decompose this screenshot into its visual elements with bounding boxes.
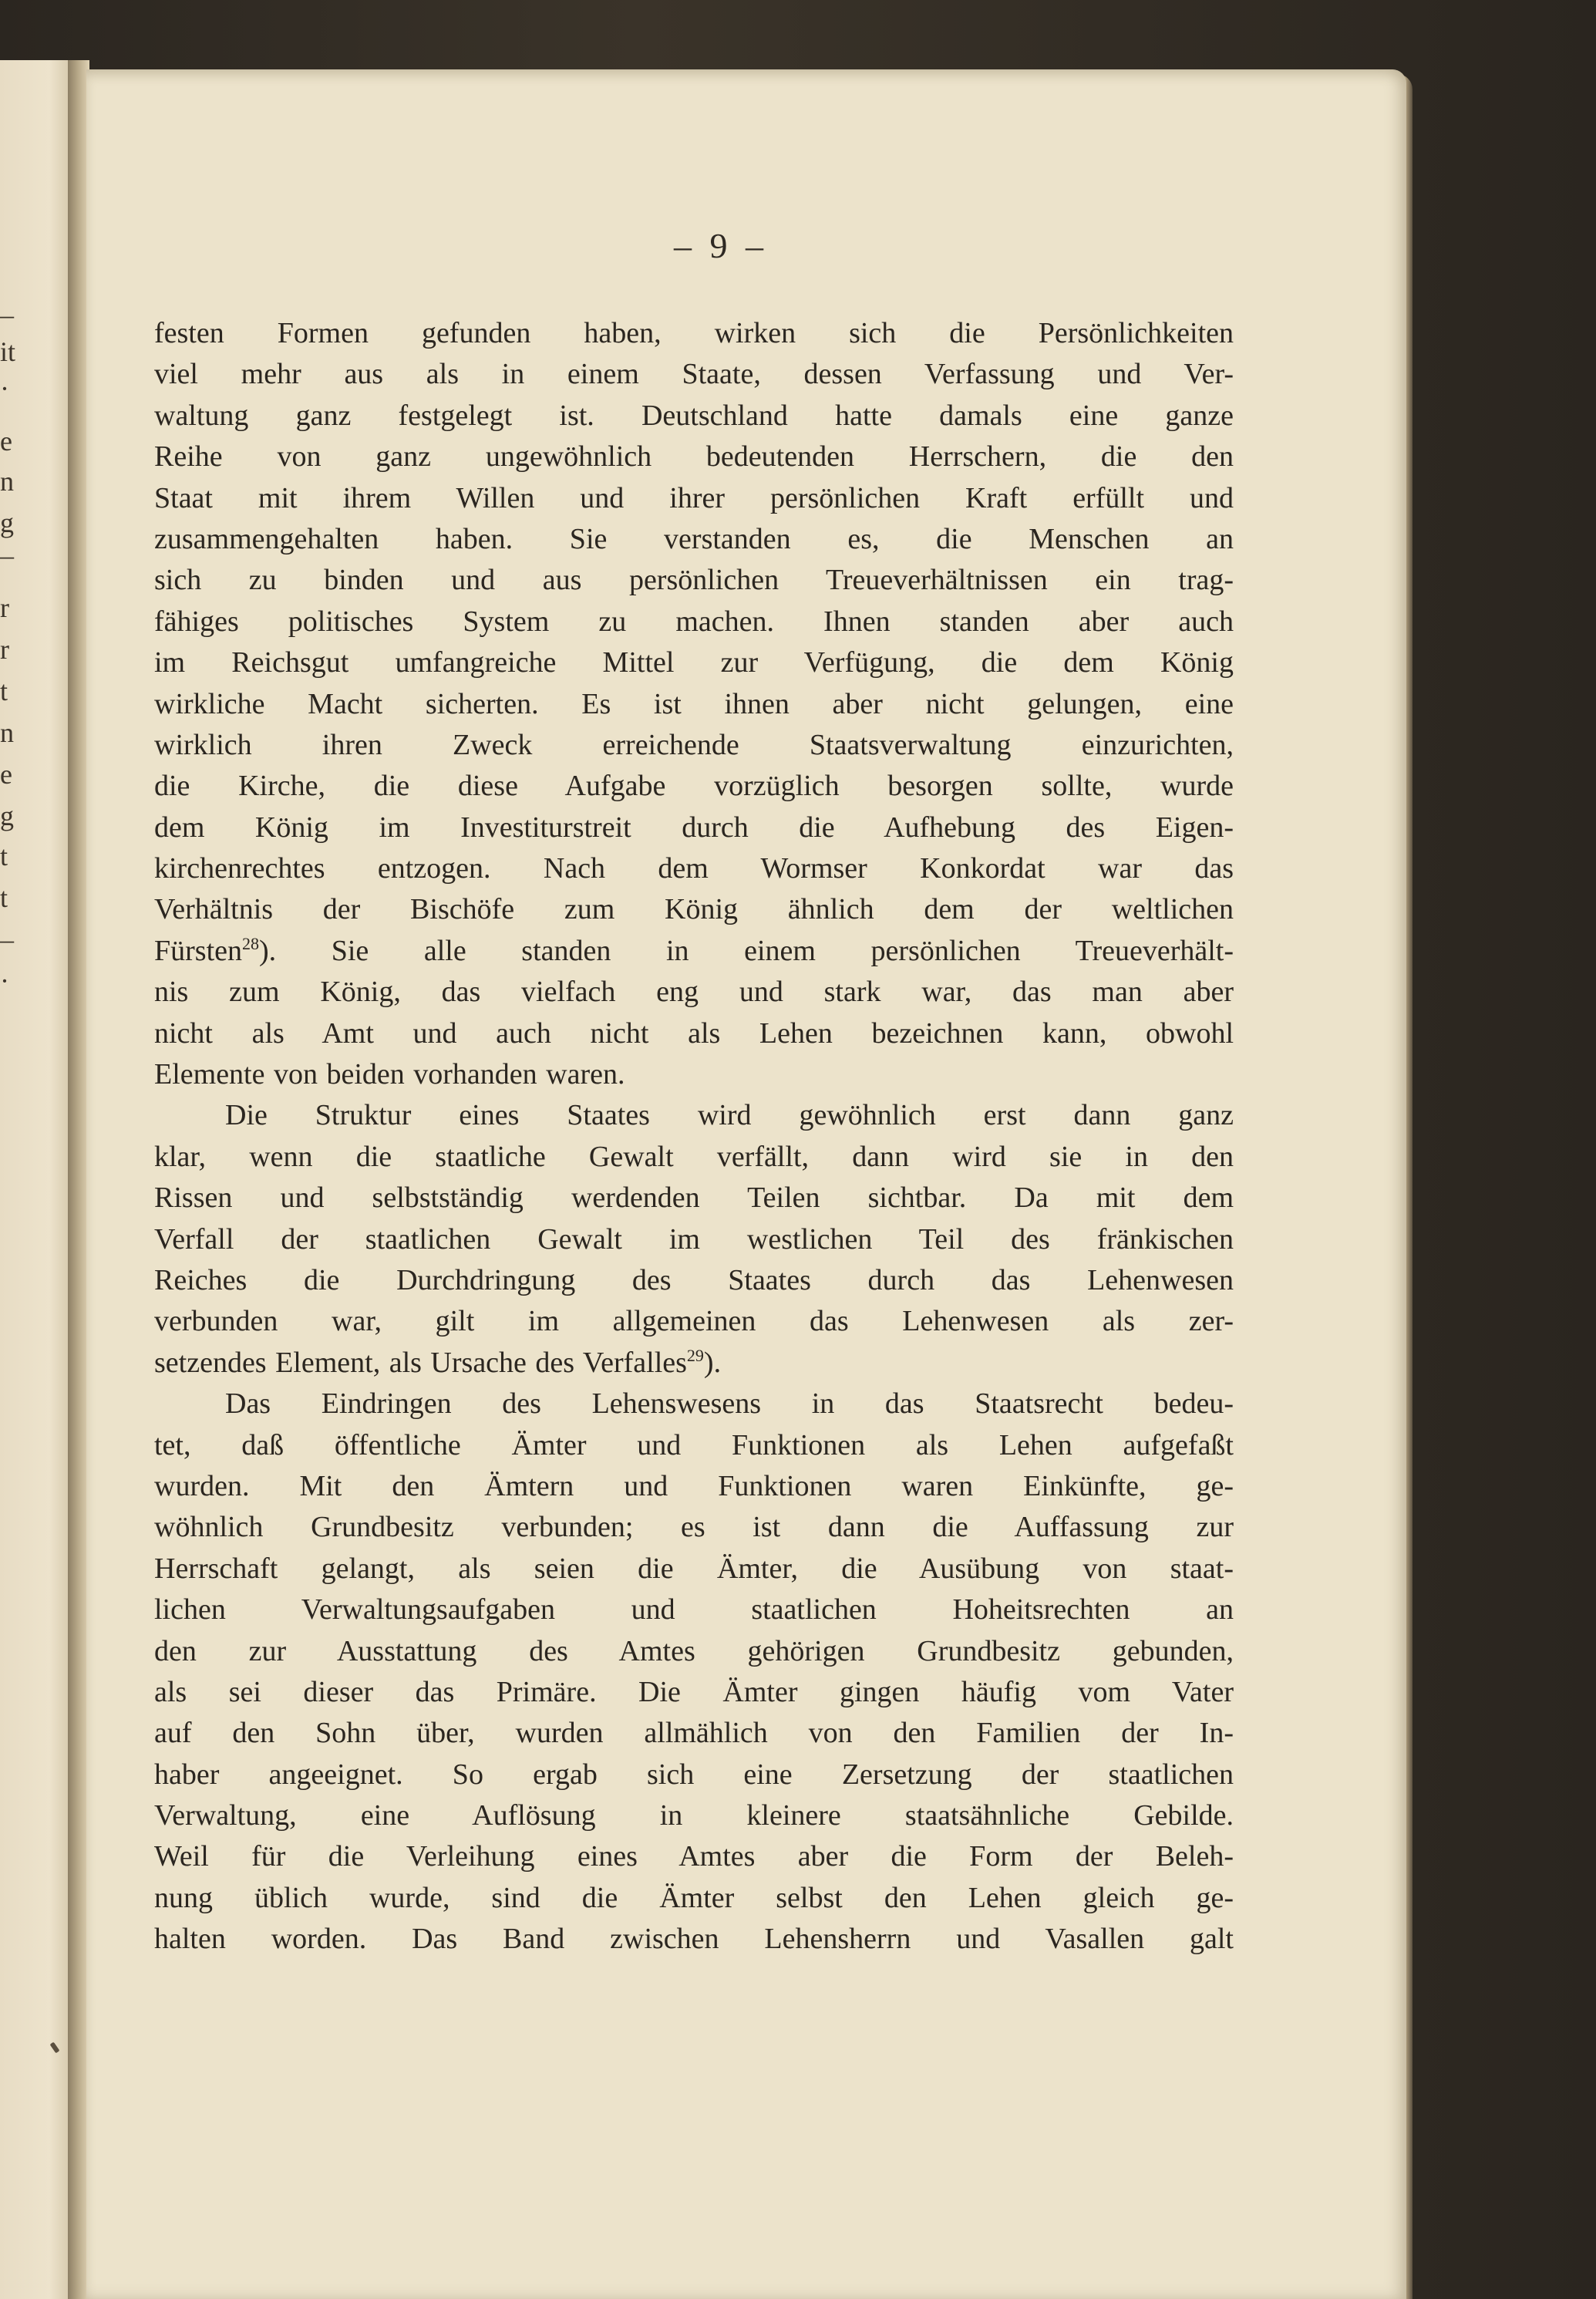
text-line: die Kirche, die diese Aufgabe vorzüglich besorgen sollte, wurde bbox=[154, 770, 1234, 803]
text-line: sich zu binden und aus persönlichen Treueverhältnissen ein trag- bbox=[154, 564, 1234, 597]
text-line: den zur Ausstattung des Amtes gehörigen Grundbesitz gebunden, bbox=[154, 1634, 1234, 1667]
text-line: fähiges politisches System zu machen. Ihnen standen aber auch bbox=[154, 605, 1234, 638]
margin-fragment: r bbox=[0, 634, 9, 665]
text-line: zusammengehalten haben. Sie verstanden es, die Menschen an bbox=[154, 522, 1234, 555]
text-line: Verhältnis der Bischöfe zum König ähnlich dem der weltlichen bbox=[154, 893, 1234, 926]
text-line: als sei dieser das Primäre. Die Ämter gingen häufig vom Vater bbox=[154, 1675, 1234, 1708]
margin-fragment: t bbox=[0, 882, 8, 913]
text-line: Reiches die Durchdringung des Staates durch das Lehenwesen bbox=[154, 1263, 1234, 1296]
text-line: Rissen und selbstständig werdenden Teilen sichtbar. Da mit dem bbox=[154, 1182, 1234, 1215]
line-text: Fürsten bbox=[154, 934, 242, 967]
text-line: nung üblich wurde, sind die Ämter selbst den Lehen gleich ge- bbox=[154, 1881, 1234, 1914]
text-line: auf den Sohn über, wurden allmählich von den Familien der In- bbox=[154, 1717, 1234, 1750]
text-line: viel mehr aus als in einem Staate, dessen Verfassung und Ver- bbox=[154, 358, 1234, 391]
margin-fragment: g bbox=[0, 507, 14, 538]
line-text: setzendes Element, als Ursache des Verfalles bbox=[154, 1346, 687, 1379]
text-line: verbunden war, gilt im allgemeinen das Lehenwesen als zer- bbox=[154, 1305, 1234, 1338]
line-text: ). bbox=[703, 1346, 722, 1379]
margin-fragment: · bbox=[0, 373, 9, 404]
margin-fragment: t bbox=[0, 841, 8, 871]
text-line: lichen Verwaltungsaufgaben und staatlichen Hoheitsrechten an bbox=[154, 1593, 1234, 1626]
text-line: Staat mit ihrem Willen und ihrer persönlichen Kraft erfüllt und bbox=[154, 481, 1234, 514]
line-text: ). Sie alle standen in einem persönlichen Treueverhält- bbox=[259, 934, 1234, 967]
book-page bbox=[86, 69, 1406, 2299]
text-line: halten worden. Das Band zwischen Lehensherrn und Vasallen galt bbox=[154, 1923, 1234, 1956]
text-line: Weil für die Verleihung eines Amtes aber die Form der Beleh- bbox=[154, 1840, 1234, 1873]
text-line-with-footnote bbox=[154, 1343, 1234, 1384]
text-line: Herrschaft gelangt, als seien die Ämter, die Ausübung von staat- bbox=[154, 1552, 1234, 1585]
text-line: festen Formen gefunden haben, wirken sich die Persönlichkeiten bbox=[154, 317, 1234, 349]
text-line: Verwaltung, eine Auflösung in kleinere staatsähnliche Gebilde. bbox=[154, 1799, 1234, 1832]
margin-fragment: it bbox=[0, 336, 16, 367]
text-line: Verfall der staatlichen Gewalt im westlichen Teil des fränkischen bbox=[154, 1222, 1234, 1256]
page-number: – 9 – bbox=[674, 226, 768, 265]
text-line: im Reichsgut umfangreiche Mittel zur Verfügung, die dem König bbox=[154, 646, 1234, 679]
text-line: Elemente von beiden vorhanden waren. bbox=[154, 1058, 625, 1091]
margin-fragment: r bbox=[0, 592, 9, 623]
body-text bbox=[154, 313, 1234, 1960]
text-line: wurden. Mit den Ämtern und Funktionen waren Einkünfte, ge- bbox=[154, 1469, 1234, 1502]
margin-fragment: · bbox=[0, 966, 9, 996]
text-line: Das Eindringen des Lehenswesens in das Staatsrecht bedeu- bbox=[225, 1387, 1234, 1421]
margin-fragment: e bbox=[0, 759, 12, 790]
text-line: waltung ganz festgelegt ist. Deutschland hatte damals eine ganze bbox=[154, 399, 1234, 432]
text-line: wirklich ihren Zweck erreichende Staatsverwaltung einzurichten, bbox=[154, 728, 1234, 761]
footnote-ref-29[interactable]: 29 bbox=[686, 1345, 704, 1365]
margin-fragment: e bbox=[0, 426, 12, 457]
text-line: dem König im Investiturstreit durch die Aufhebung des Eigen- bbox=[154, 811, 1234, 844]
text-line: klar, wenn die staatliche Gewalt verfällt, dann wird sie in den bbox=[154, 1140, 1234, 1173]
margin-fragment: n bbox=[0, 466, 14, 497]
text-line: wöhnlich Grundbesitz verbunden; es ist dann die Auffassung zur bbox=[154, 1511, 1234, 1544]
margin-fragment: n bbox=[0, 717, 14, 748]
text-line: kirchenrechtes entzogen. Nach dem Wormser Konkordat war das bbox=[154, 852, 1234, 885]
text-line: nis zum König, das vielfach eng und stark war, das man aber bbox=[154, 976, 1234, 1009]
text-line: haber angeeignet. So ergab sich eine Zersetzung der staatlichen bbox=[154, 1758, 1234, 1791]
text-line: nicht als Amt und auch nicht als Lehen bezeichnen kann, obwohl bbox=[154, 1016, 1234, 1050]
text-line: Reihe von ganz ungewöhnlich bedeutenden Herrschern, die den bbox=[154, 440, 1234, 474]
previous-page-edge bbox=[0, 60, 71, 2299]
text-line: tet, daß öffentliche Ämter und Funktionen als Lehen aufgefaßt bbox=[154, 1428, 1234, 1461]
margin-fragment: – bbox=[0, 924, 14, 955]
text-line-with-footnote bbox=[154, 931, 1234, 972]
text-line: wirkliche Macht sicherten. Es ist ihnen aber nicht gelungen, eine bbox=[154, 687, 1234, 720]
margin-fragment: t bbox=[0, 676, 8, 706]
margin-fragment: – bbox=[0, 299, 14, 330]
text-line: Die Struktur eines Staates wird gewöhnlich erst dann ganz bbox=[225, 1099, 1234, 1132]
margin-fragment: g bbox=[0, 801, 14, 831]
margin-fragment: – bbox=[0, 540, 14, 571]
footnote-ref-28[interactable]: 28 bbox=[242, 933, 259, 953]
